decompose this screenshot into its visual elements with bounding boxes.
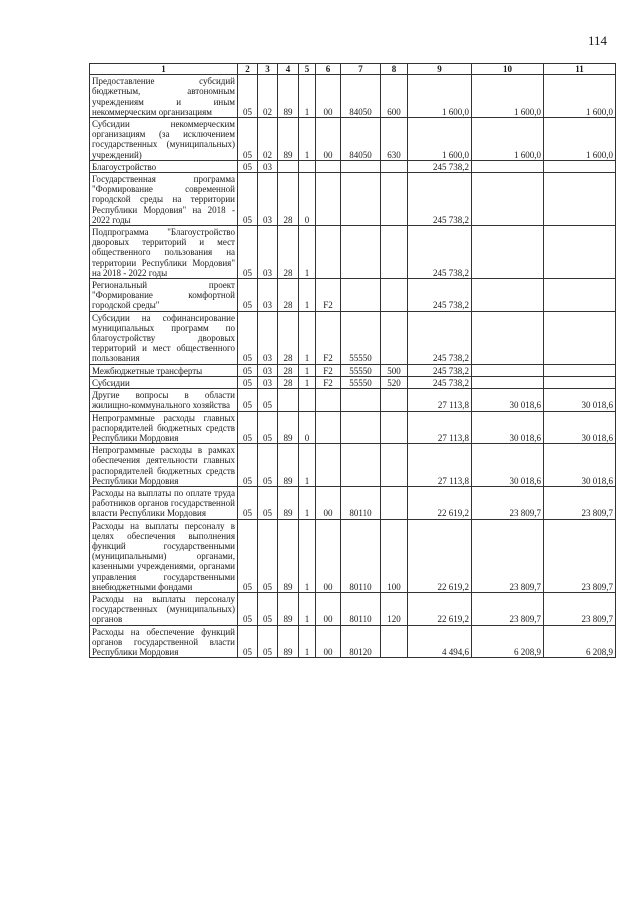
- program-code: 89: [278, 118, 299, 161]
- row-description: Субсидии некоммерческим организациям (за исключением государственных (муниципальных) учреждений): [90, 118, 238, 161]
- type-code: 500: [381, 364, 408, 376]
- subsection-code: 02: [258, 75, 278, 118]
- section-code: 05: [238, 625, 258, 658]
- subsection-code: 03: [258, 160, 278, 172]
- amount-2020: 245 738,2: [408, 376, 472, 388]
- amount-2022: 30 018,6: [544, 444, 616, 487]
- subprogram-code: [299, 389, 316, 411]
- row-description: Региональный проект "Формирование комфортной городской среды": [90, 279, 238, 312]
- amount-2021: [472, 364, 544, 376]
- row-description: Субсидии: [90, 376, 238, 388]
- amount-2020: 27 113,8: [408, 389, 472, 411]
- amount-2022: [544, 311, 616, 364]
- amount-2021: [472, 376, 544, 388]
- header-cell: 2: [238, 64, 258, 75]
- expense-code: 84050: [341, 75, 381, 118]
- amount-2022: 30 018,6: [544, 411, 616, 444]
- program-code: 89: [278, 411, 299, 444]
- amount-2022: 23 809,7: [544, 592, 616, 625]
- direction-code: [316, 160, 341, 172]
- row-description: Расходы на выплаты персоналу в целях обеспечения выполнения функций государственными (муниципальными) органами, казенными учреждениями, органами управления государственными внебюджетными фондами: [90, 519, 238, 592]
- table-row: [90, 279, 616, 312]
- row-description: Государственная программа "Формирование современной городской среды на территории Республики Мордовия" на 2018 - 2022 годы: [90, 173, 238, 226]
- expense-code: [341, 279, 381, 312]
- amount-2022: 23 809,7: [544, 486, 616, 519]
- expense-code: 55550: [341, 364, 381, 376]
- table-row: [90, 625, 616, 658]
- amount-2020: 245 738,2: [408, 160, 472, 172]
- amount-2020: 4 494,6: [408, 625, 472, 658]
- section-code: 05: [238, 376, 258, 388]
- header-cell: 1: [90, 64, 238, 75]
- type-code: [381, 160, 408, 172]
- header-cell: 7: [341, 64, 381, 75]
- program-code: 89: [278, 625, 299, 658]
- section-code: 05: [238, 519, 258, 592]
- header-cell: 10: [472, 64, 544, 75]
- amount-2021: [472, 311, 544, 364]
- direction-code: F2: [316, 376, 341, 388]
- row-description: Другие вопросы в области жилищно-коммунального хозяйства: [90, 389, 238, 411]
- subsection-code: 03: [258, 226, 278, 279]
- header-cell: 8: [381, 64, 408, 75]
- header-cell: 11: [544, 64, 616, 75]
- program-code: 28: [278, 376, 299, 388]
- amount-2022: 23 809,7: [544, 519, 616, 592]
- table-row: [90, 519, 616, 592]
- table-row: [90, 118, 616, 161]
- amount-2020: 245 738,2: [408, 173, 472, 226]
- direction-code: [316, 411, 341, 444]
- section-code: 05: [238, 592, 258, 625]
- table-row: [90, 444, 616, 487]
- header-cell: 3: [258, 64, 278, 75]
- subsection-code: 05: [258, 625, 278, 658]
- row-description: Непрограммные расходы главных распорядителей бюджетных средств Республики Мордовия: [90, 411, 238, 444]
- direction-code: [316, 389, 341, 411]
- expense-code: [341, 444, 381, 487]
- program-code: 89: [278, 444, 299, 487]
- table-row: [90, 411, 616, 444]
- direction-code: F2: [316, 311, 341, 364]
- expense-code: [341, 160, 381, 172]
- amount-2020: 22 619,2: [408, 592, 472, 625]
- amount-2021: [472, 279, 544, 312]
- subprogram-code: 0: [299, 411, 316, 444]
- section-code: 05: [238, 279, 258, 312]
- amount-2022: 30 018,6: [544, 389, 616, 411]
- subsection-code: 05: [258, 411, 278, 444]
- type-code: 630: [381, 118, 408, 161]
- table-row: [90, 311, 616, 364]
- table-row: [90, 75, 616, 118]
- amount-2021: 23 809,7: [472, 519, 544, 592]
- subsection-code: 03: [258, 173, 278, 226]
- subsection-code: 03: [258, 376, 278, 388]
- amount-2022: 6 208,9: [544, 625, 616, 658]
- table-row: [90, 592, 616, 625]
- expense-code: 84050: [341, 118, 381, 161]
- type-code: [381, 411, 408, 444]
- subprogram-code: 1: [299, 311, 316, 364]
- amount-2020: 245 738,2: [408, 279, 472, 312]
- subsection-code: 05: [258, 486, 278, 519]
- direction-code: [316, 173, 341, 226]
- expense-code: 55550: [341, 376, 381, 388]
- amount-2020: 22 619,2: [408, 486, 472, 519]
- type-code: [381, 173, 408, 226]
- program-code: 28: [278, 173, 299, 226]
- expense-code: 80120: [341, 625, 381, 658]
- section-code: 05: [238, 364, 258, 376]
- expense-code: 55550: [341, 311, 381, 364]
- section-code: 05: [238, 173, 258, 226]
- header-cell: 9: [408, 64, 472, 75]
- expense-code: [341, 173, 381, 226]
- amount-2022: 1 600,0: [544, 75, 616, 118]
- section-code: 05: [238, 226, 258, 279]
- program-code: [278, 389, 299, 411]
- type-code: [381, 311, 408, 364]
- subprogram-code: 1: [299, 118, 316, 161]
- amount-2021: 6 208,9: [472, 625, 544, 658]
- direction-code: F2: [316, 279, 341, 312]
- row-description: Предоставление субсидий бюджетным, автономным учреждениям и иным некоммерческим организациям: [90, 75, 238, 118]
- subsection-code: 05: [258, 592, 278, 625]
- amount-2020: 245 738,2: [408, 311, 472, 364]
- row-description: Подпрограмма "Благоустройство дворовых территорий и мест общественного пользования на территории Республики Мордовия" на 2018 - 2022 годы: [90, 226, 238, 279]
- table-row: [90, 364, 616, 376]
- subprogram-code: 1: [299, 625, 316, 658]
- amount-2020: 1 600,0: [408, 118, 472, 161]
- direction-code: 00: [316, 118, 341, 161]
- table-row: [90, 389, 616, 411]
- subprogram-code: 0: [299, 173, 316, 226]
- subprogram-code: 1: [299, 226, 316, 279]
- header-cell: 5: [299, 64, 316, 75]
- row-description: Непрограммные расходы в рамках обеспечения деятельности главных распорядителей бюджетных средств Республики Мордовия: [90, 444, 238, 487]
- type-code: [381, 279, 408, 312]
- subsection-code: 03: [258, 364, 278, 376]
- direction-code: 00: [316, 592, 341, 625]
- subsection-code: 05: [258, 519, 278, 592]
- amount-2021: 23 809,7: [472, 486, 544, 519]
- section-code: 05: [238, 411, 258, 444]
- budget-table: [89, 63, 616, 658]
- subprogram-code: 1: [299, 279, 316, 312]
- expense-code: 80110: [341, 486, 381, 519]
- header-cell: 6: [316, 64, 341, 75]
- subsection-code: 03: [258, 279, 278, 312]
- amount-2021: 23 809,7: [472, 592, 544, 625]
- direction-code: 00: [316, 486, 341, 519]
- subprogram-code: 1: [299, 376, 316, 388]
- table-row: [90, 376, 616, 388]
- amount-2021: 1 600,0: [472, 75, 544, 118]
- program-code: 28: [278, 226, 299, 279]
- subprogram-code: 1: [299, 519, 316, 592]
- amount-2021: [472, 160, 544, 172]
- type-code: 520: [381, 376, 408, 388]
- row-description: Субсидии на софинансирование муниципальных программ по благоустройству дворовых территорий и мест общественного пользования: [90, 311, 238, 364]
- subprogram-code: 1: [299, 364, 316, 376]
- table-row: [90, 160, 616, 172]
- direction-code: [316, 226, 341, 279]
- expense-code: 80110: [341, 519, 381, 592]
- direction-code: 00: [316, 625, 341, 658]
- section-code: 05: [238, 75, 258, 118]
- expense-code: [341, 226, 381, 279]
- subprogram-code: [299, 160, 316, 172]
- row-description: Благоустройство: [90, 160, 238, 172]
- amount-2022: [544, 160, 616, 172]
- program-code: 89: [278, 592, 299, 625]
- amount-2020: 27 113,8: [408, 444, 472, 487]
- direction-code: [316, 444, 341, 487]
- amount-2021: 30 018,6: [472, 444, 544, 487]
- direction-code: 00: [316, 519, 341, 592]
- subprogram-code: 1: [299, 444, 316, 487]
- type-code: [381, 444, 408, 487]
- table-row: [90, 226, 616, 279]
- page-number: 114: [588, 33, 608, 48]
- amount-2021: 30 018,6: [472, 389, 544, 411]
- amount-2021: [472, 173, 544, 226]
- amount-2021: 30 018,6: [472, 411, 544, 444]
- amount-2022: [544, 279, 616, 312]
- row-description: Расходы на обеспечение функций органов государственной власти Республики Мордовия: [90, 625, 238, 658]
- type-code: [381, 486, 408, 519]
- type-code: 600: [381, 75, 408, 118]
- amount-2022: [544, 364, 616, 376]
- section-code: 05: [238, 389, 258, 411]
- amount-2020: 22 619,2: [408, 519, 472, 592]
- subsection-code: 05: [258, 444, 278, 487]
- amount-2021: [472, 226, 544, 279]
- row-description: Расходы на выплаты персоналу государственных (муниципальных) органов: [90, 592, 238, 625]
- program-code: 89: [278, 519, 299, 592]
- expense-code: [341, 389, 381, 411]
- amount-2022: [544, 173, 616, 226]
- type-code: 100: [381, 519, 408, 592]
- amount-2021: 1 600,0: [472, 118, 544, 161]
- amount-2020: 245 738,2: [408, 226, 472, 279]
- amount-2022: [544, 226, 616, 279]
- amount-2020: 245 738,2: [408, 364, 472, 376]
- amount-2022: 1 600,0: [544, 118, 616, 161]
- row-description: Расходы на выплаты по оплате труда работников органов государственной власти Республики Мордовия: [90, 486, 238, 519]
- direction-code: 00: [316, 75, 341, 118]
- type-code: [381, 389, 408, 411]
- table-row: [90, 173, 616, 226]
- row-description: Межбюджетные трансферты: [90, 364, 238, 376]
- program-code: 89: [278, 75, 299, 118]
- program-code: 28: [278, 311, 299, 364]
- program-code: 89: [278, 486, 299, 519]
- type-code: 120: [381, 592, 408, 625]
- program-code: 28: [278, 279, 299, 312]
- subprogram-code: 1: [299, 486, 316, 519]
- section-code: 05: [238, 486, 258, 519]
- expense-code: 80110: [341, 592, 381, 625]
- direction-code: F2: [316, 364, 341, 376]
- section-code: 05: [238, 160, 258, 172]
- subsection-code: 05: [258, 389, 278, 411]
- amount-2022: [544, 376, 616, 388]
- header-cell: 4: [278, 64, 299, 75]
- type-code: [381, 625, 408, 658]
- subprogram-code: 1: [299, 592, 316, 625]
- header-row: [90, 64, 616, 75]
- subprogram-code: 1: [299, 75, 316, 118]
- table-row: [90, 486, 616, 519]
- section-code: 05: [238, 118, 258, 161]
- amount-2020: 27 113,8: [408, 411, 472, 444]
- subsection-code: 02: [258, 118, 278, 161]
- amount-2020: 1 600,0: [408, 75, 472, 118]
- section-code: 05: [238, 444, 258, 487]
- subsection-code: 03: [258, 311, 278, 364]
- program-code: 28: [278, 364, 299, 376]
- program-code: [278, 160, 299, 172]
- expense-code: [341, 411, 381, 444]
- section-code: 05: [238, 311, 258, 364]
- type-code: [381, 226, 408, 279]
